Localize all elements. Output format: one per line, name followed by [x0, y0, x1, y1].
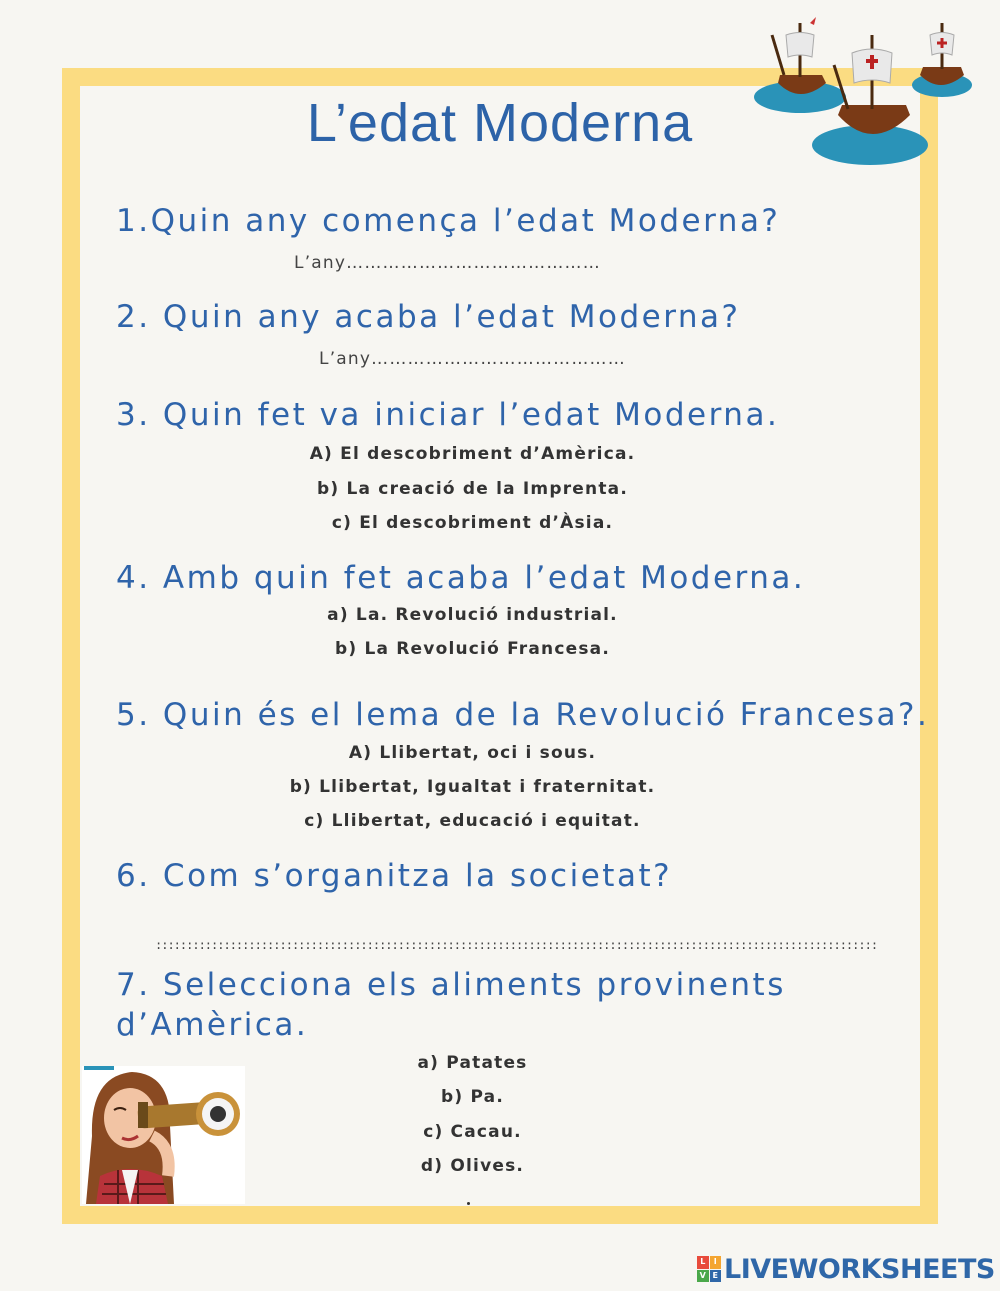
brand-name: LIVEWORKSHEETS	[724, 1253, 995, 1285]
option-5a[interactable]: A) Llibertat, oci i sous.	[348, 743, 597, 763]
option-7d[interactable]: d) Olives.	[420, 1156, 525, 1176]
logo-letter-l: L	[697, 1256, 709, 1269]
logo-letter-i: I	[710, 1256, 722, 1269]
caravel-ships-icon	[750, 5, 980, 175]
option-4a[interactable]: a) La. Revolució industrial.	[327, 605, 618, 625]
question-1: 1.Quin any comença l’edat Moderna?	[116, 203, 781, 239]
question-7-line1: 7. Selecciona els aliments provinents	[116, 967, 786, 1003]
answer-line-1[interactable]: L’any……………………………………	[294, 253, 601, 273]
option-3b[interactable]: b) La creació de la Imprenta.	[317, 479, 628, 499]
option-4b[interactable]: b) La Revolució Francesa.	[334, 639, 611, 659]
logo-letter-v: V	[697, 1270, 709, 1283]
answer-line-6[interactable]: ::::::::::::::::::::::::::::::::::::::::::::::::::::::::::::::::::::::::::::::::::::::::::::::::::::::::::::::::::::	[155, 938, 878, 952]
option-5c[interactable]: c) Llibertat, educació i equitat.	[304, 811, 641, 831]
option-7c[interactable]: c) Cacau.	[423, 1122, 522, 1142]
option-3a[interactable]: A) El descobriment d’Amèrica.	[309, 444, 636, 464]
question-2: 2. Quin any acaba l’edat Moderna?	[116, 299, 741, 335]
answer-line-2[interactable]: L’any……………………………………	[319, 349, 626, 369]
option-7a[interactable]: a) Patates	[417, 1053, 528, 1073]
logo-letter-e: E	[710, 1270, 722, 1283]
liveworksheets-logo-icon	[697, 1256, 721, 1282]
girl-with-telescope-icon	[82, 1066, 245, 1204]
question-7-line2: d’Amèrica.	[116, 1007, 309, 1043]
question-3: 3. Quin fet va iniciar l’edat Moderna.	[116, 397, 780, 433]
liveworksheets-footer	[697, 1252, 995, 1286]
small-dot	[467, 1202, 470, 1205]
page-title: L’edat Moderna	[306, 93, 694, 153]
question-6: 6. Com s’organitza la societat?	[116, 858, 673, 894]
question-5: 5. Quin és el lema de la Revolució Francesa?.	[116, 697, 930, 733]
option-7b[interactable]: b) Pa.	[441, 1087, 504, 1107]
option-5b[interactable]: b) Llibertat, Igualtat i fraternitat.	[289, 777, 656, 797]
question-4: 4. Amb quin fet acaba l’edat Moderna.	[116, 560, 806, 596]
option-3c[interactable]: c) El descobriment d’Àsia.	[331, 513, 614, 533]
